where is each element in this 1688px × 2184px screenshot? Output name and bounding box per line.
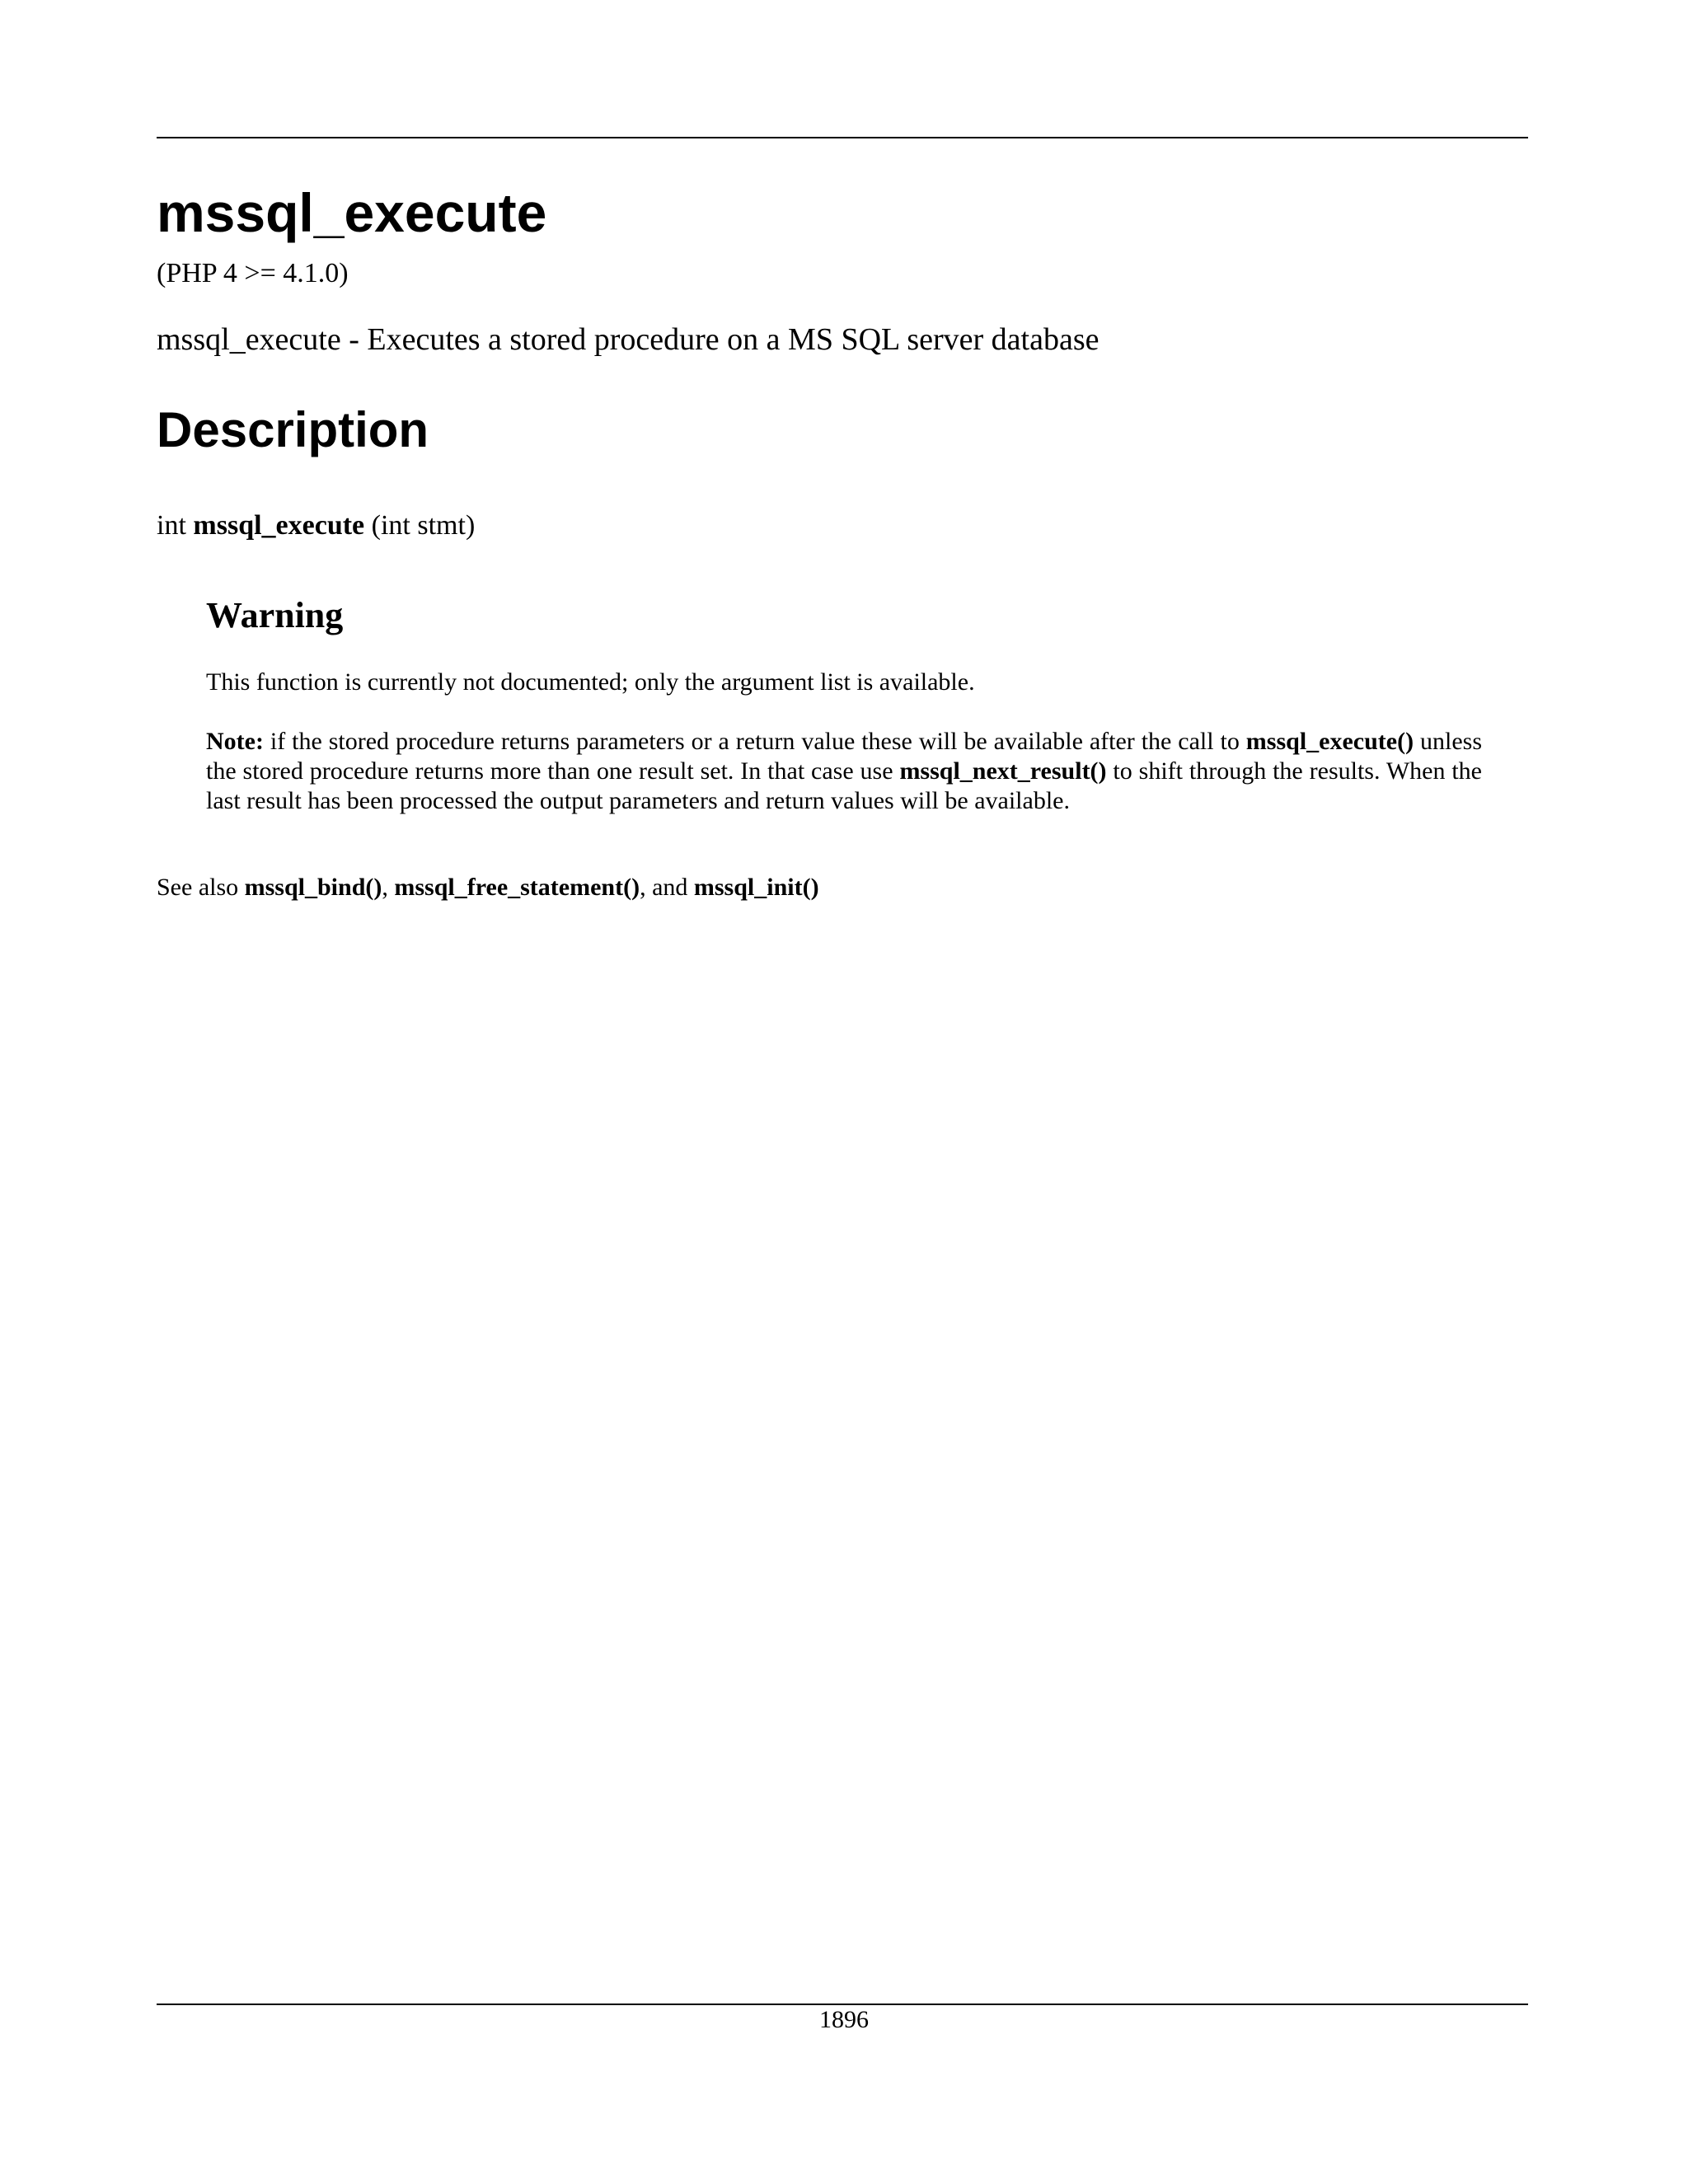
see-also-separator-1: , bbox=[382, 874, 395, 901]
see-also-prefix: See also bbox=[157, 874, 245, 901]
see-also-bind: mssql_bind() bbox=[244, 874, 382, 901]
note-function-execute: mssql_execute() bbox=[1245, 728, 1414, 755]
function-purpose: mssql_execute - Executes a stored procedure on a MS SQL server database bbox=[157, 322, 1100, 357]
note-label: Note: bbox=[206, 728, 264, 755]
header-divider bbox=[157, 137, 1528, 138]
function-title: mssql_execute bbox=[157, 182, 547, 243]
see-also-init: mssql_init() bbox=[693, 874, 819, 901]
note-text-3: to shift through the results. When the last result has been processed the output parameters and return values will be available. bbox=[206, 757, 1482, 814]
warning-heading: Warning bbox=[206, 595, 344, 635]
see-also-separator-2: , and bbox=[640, 874, 694, 901]
note-paragraph bbox=[206, 727, 1482, 816]
note-function-next-result: mssql_next_result() bbox=[899, 757, 1107, 785]
page-number: 1896 bbox=[819, 2006, 869, 2033]
synopsis-params: (int stmt) bbox=[371, 510, 476, 541]
note-text-2: unless the stored procedure returns more than one result set. In that case use bbox=[206, 728, 1483, 785]
description-heading: Description bbox=[157, 402, 429, 457]
see-also-free-statement: mssql_free_statement() bbox=[394, 874, 640, 901]
warning-text: This function is currently not documented; only the argument list is available. bbox=[206, 668, 975, 696]
synopsis-function-name: mssql_execute bbox=[193, 510, 365, 541]
synopsis-return-type: int bbox=[157, 510, 186, 541]
function-synopsis bbox=[157, 509, 475, 543]
php-version: (PHP 4 >= 4.1.0) bbox=[157, 258, 349, 288]
note-text-1: if the stored procedure returns parameters or a return value these will be available after the call to bbox=[263, 728, 1246, 755]
see-also bbox=[157, 873, 819, 902]
